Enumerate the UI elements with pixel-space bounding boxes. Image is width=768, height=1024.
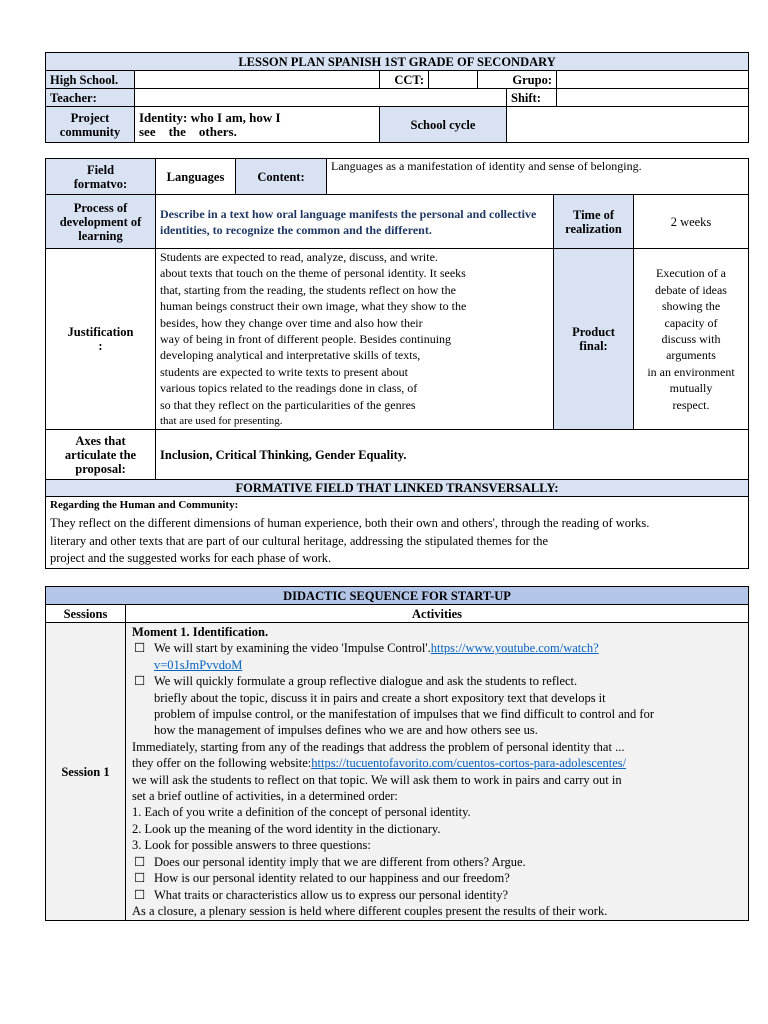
project-value-line1: Identity: who I am, how I bbox=[139, 109, 281, 125]
sequence-title: DIDACTIC SEQUENCE FOR START-UP bbox=[46, 587, 749, 605]
question-text: What traits or characteristics allow us to express our personal identity? bbox=[154, 887, 509, 902]
closure-line: As a closure, a plenary session is held where different couples present the results of their work. bbox=[132, 903, 608, 918]
process-label bbox=[46, 195, 156, 249]
question-item bbox=[132, 887, 742, 903]
product-line: debate of ideas bbox=[655, 282, 727, 297]
session-activities bbox=[126, 623, 749, 921]
paragraph-line: 3. Look for possible answers to three questions: bbox=[132, 838, 371, 853]
product-label-line1: Product bbox=[572, 325, 615, 340]
checkbox-icon: ☐ bbox=[134, 871, 146, 886]
justification-line: developing analytical and interpretative skills of texts, bbox=[160, 348, 421, 363]
field-label-line2: formatvo: bbox=[73, 176, 128, 191]
checkbox-icon: ☐ bbox=[134, 674, 146, 689]
regarding-line: literary and other texts that are part of our cultural heritage, addressing the stipulated themes for the bbox=[50, 533, 549, 548]
justification-label bbox=[46, 249, 156, 430]
justification-text bbox=[156, 249, 554, 430]
product-line: arguments bbox=[666, 348, 716, 363]
justification-line: about texts that touch on the theme of personal identity. It seeks bbox=[160, 266, 466, 281]
field-label-line1: Field bbox=[86, 162, 115, 177]
content-label: Content: bbox=[236, 159, 327, 195]
paragraph-line: 2. Look up the meaning of the word identity in the dictionary. bbox=[132, 821, 441, 836]
product-line: respect. bbox=[672, 397, 710, 412]
school-cycle-label: School cycle bbox=[380, 107, 507, 143]
formative-field-header: FORMATIVE FIELD THAT LINKED TRANSVERSALLY: bbox=[46, 480, 749, 497]
bullet-line: briefly about the topic, discuss it in pairs and create a short expository text that develops it bbox=[154, 690, 606, 705]
justification-line: besides, how they change over time and also how their bbox=[160, 315, 423, 330]
justification-line: Students are expected to read, analyze, discuss, and write. bbox=[160, 250, 438, 264]
header-table bbox=[45, 52, 749, 143]
session-label: Session 1 bbox=[46, 623, 126, 921]
product-line: in an environment bbox=[647, 364, 735, 379]
axes-label bbox=[46, 430, 156, 480]
process-value: Describe in a text how oral language manifests the personal and collective identities, to recognize the common and the different. bbox=[156, 195, 554, 249]
moment-title: Moment 1. Identification. bbox=[132, 625, 269, 639]
project-label-line2: community bbox=[59, 124, 121, 139]
formative-field-body bbox=[46, 497, 749, 569]
justification-line: way of being in front of different people. Besides continuing bbox=[160, 332, 452, 347]
stories-link[interactable]: https://tucuentofavorito.com/cuentos-cortos-para-adolescentes/ bbox=[311, 756, 627, 771]
justification-line: human beings construct their own image, what they show to the bbox=[160, 299, 467, 314]
product-line: discuss with bbox=[661, 332, 721, 347]
cct-label: CCT: bbox=[380, 71, 429, 89]
product-line: showing the bbox=[661, 299, 721, 314]
youtube-link[interactable]: https://www.youtube.com/watch? bbox=[430, 641, 599, 656]
paragraph-line: Immediately, starting from any of the readings that address the problem of personal identity that ... bbox=[132, 739, 625, 754]
school-cycle-value[interactable] bbox=[507, 107, 749, 143]
content-value: Languages as a manifestation of identity and sense of belonging. bbox=[327, 159, 749, 195]
regarding-label: Regarding the Human and Community: bbox=[50, 499, 239, 512]
product-line: mutually bbox=[669, 381, 713, 396]
paragraph-line bbox=[132, 755, 742, 771]
time-label-line2: realization bbox=[565, 221, 622, 236]
question-item bbox=[132, 870, 742, 886]
regarding-line: They reflect on the different dimensions of human experience, both their own and others', through the reading of works. bbox=[50, 516, 650, 531]
website-intro: they offer on the following website: bbox=[132, 756, 312, 771]
high-school-value[interactable] bbox=[135, 71, 380, 89]
axes-label-line3: proposal: bbox=[75, 461, 126, 476]
field-label bbox=[46, 159, 156, 195]
checkbox-icon: ☐ bbox=[134, 641, 146, 656]
teacher-value[interactable] bbox=[135, 89, 507, 107]
project-value bbox=[135, 107, 380, 143]
justification-label-line2: : bbox=[98, 339, 103, 354]
high-school-label: High School. bbox=[46, 71, 135, 89]
paragraph-line: we will ask the students to reflect on that topic. We will ask them to work in pairs and carry out in bbox=[132, 772, 622, 787]
project-label bbox=[46, 107, 135, 143]
activities-header: Activities bbox=[126, 605, 749, 623]
youtube-link-continued[interactable]: v=01sJmPvvdoM bbox=[154, 657, 243, 672]
justification-line: that are used for presenting. bbox=[160, 415, 283, 428]
shift-value[interactable] bbox=[557, 89, 749, 107]
time-label-line1: Time of bbox=[572, 207, 615, 222]
shift-label: Shift: bbox=[507, 89, 557, 107]
axes-label-line1: Axes that bbox=[75, 433, 126, 448]
page-title: LESSON PLAN SPANISH 1ST GRADE OF SECONDARY bbox=[46, 53, 749, 71]
justification-line: so that they reflect on the particularities of the genres bbox=[160, 397, 416, 412]
product-line: Execution of a bbox=[656, 266, 726, 281]
question-item bbox=[132, 854, 742, 870]
sequence-table bbox=[45, 586, 749, 921]
activity-bullet bbox=[132, 673, 742, 739]
checkbox-icon: ☐ bbox=[134, 887, 146, 902]
paragraph-line: set a brief outline of activities, in a determined order: bbox=[132, 789, 398, 804]
project-value-line2: see the others. bbox=[139, 123, 237, 139]
project-label-line1: Project bbox=[70, 110, 110, 125]
grupo-label: Grupo: bbox=[478, 71, 557, 89]
product-value bbox=[634, 249, 749, 430]
activity-bullet bbox=[132, 640, 742, 673]
axes-label-line2: articulate the bbox=[64, 447, 137, 462]
bullet-line: problem of impulse control, or the manifestation of impulses that we find difficult to control and for bbox=[154, 707, 655, 722]
teacher-label: Teacher: bbox=[46, 89, 135, 107]
product-line: capacity of bbox=[664, 315, 718, 330]
question-text: How is our personal identity related to our happiness and our freedom? bbox=[154, 871, 510, 886]
regarding-line: project and the suggested works for each phase of work. bbox=[50, 551, 332, 566]
product-label bbox=[554, 249, 634, 430]
time-label bbox=[554, 195, 634, 249]
field-value: Languages bbox=[156, 159, 236, 195]
bullet-line: how the management of impulses defines who we are and how others see us. bbox=[154, 723, 538, 738]
process-label-line3: learning bbox=[78, 228, 123, 243]
justification-line: various topics related to the readings done in class, of bbox=[160, 381, 418, 396]
time-value: 2 weeks bbox=[634, 195, 749, 249]
justification-line: that, starting from the reading, the students reflect on how the bbox=[160, 282, 456, 297]
product-label-line2: final: bbox=[579, 339, 608, 354]
grupo-value[interactable] bbox=[557, 71, 749, 89]
sessions-header: Sessions bbox=[46, 605, 126, 623]
axes-value: Inclusion, Critical Thinking, Gender Equality. bbox=[156, 430, 749, 480]
checkbox-icon: ☐ bbox=[134, 854, 146, 869]
planning-table bbox=[45, 158, 749, 569]
process-label-line1: Process of bbox=[73, 200, 128, 215]
question-text: Does our personal identity imply that we are different from others? Argue. bbox=[154, 854, 526, 869]
bullet-line: We will quickly formulate a group reflective dialogue and ask the students to reflect. bbox=[154, 674, 578, 689]
cct-value[interactable] bbox=[429, 71, 478, 89]
process-label-line2: development of bbox=[59, 214, 142, 229]
justification-label-line1: Justification bbox=[67, 325, 134, 340]
bullet-text: We will start by examining the video 'Impulse Control'. bbox=[154, 641, 431, 656]
paragraph-line: 1. Each of you write a definition of the concept of personal identity. bbox=[132, 805, 471, 820]
justification-line: students are expected to write texts to present about bbox=[160, 364, 408, 379]
